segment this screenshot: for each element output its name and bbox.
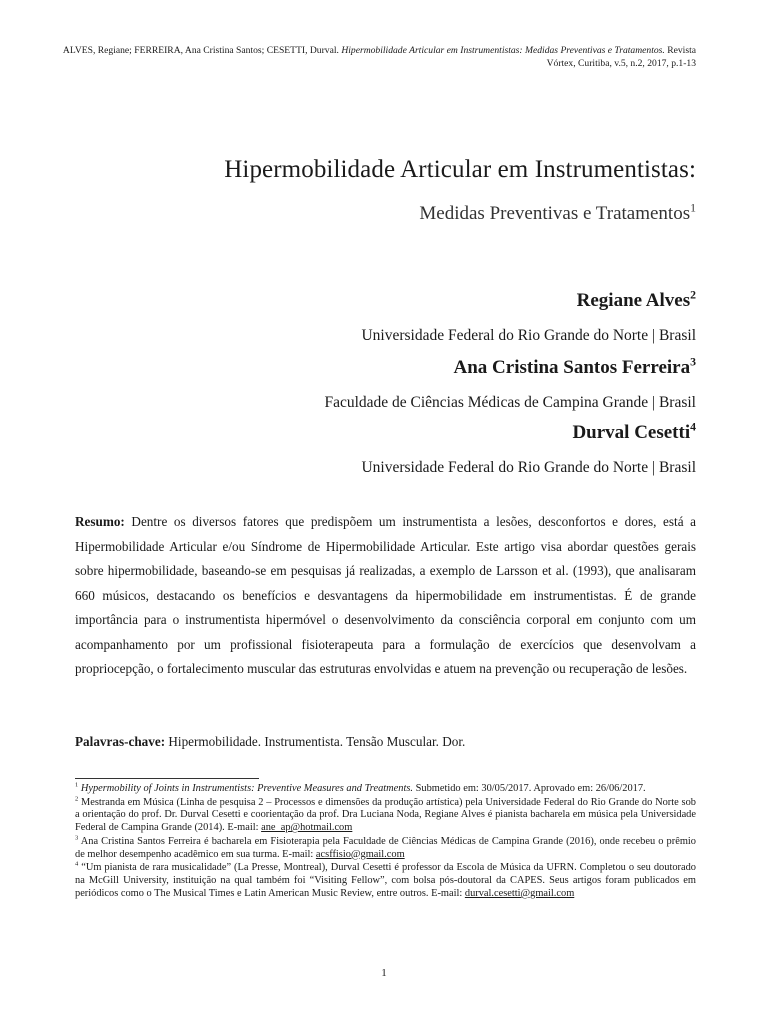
footnote: [75, 862, 696, 900]
footnote-text: Ana Cristina Santos Ferreira é bacharela em Fisioterapia pela Faculdade de Ciências Médicas de Campina Grande (2016), onde recebeu o prêmio de melhor desempenho acadêmico em sua turma. E-mail:: [75, 835, 696, 860]
author-footnote-ref[interactable]: 4: [690, 420, 696, 434]
author-footnote-ref[interactable]: 2: [690, 288, 696, 302]
keywords-label: Palavras-chave:: [75, 734, 166, 749]
paper-title: Hipermobilidade Articular em Instrumentistas:: [224, 156, 696, 183]
author-name: [572, 422, 696, 444]
header-citation-authors: ALVES, Regiane; FERREIRA, Ana Cristina Santos; CESETTI, Durval.: [62, 45, 339, 56]
author-affiliation: Universidade Federal do Rio Grande do Norte | Brasil: [361, 327, 696, 344]
footnote: [75, 783, 696, 796]
footnote-divider: [75, 778, 259, 779]
author-name: [454, 357, 697, 379]
author-name-text: Durval Cesetti: [572, 422, 691, 443]
footnote-text: Mestranda em Música (Linha de pesquisa 2 – Processos e dimensões da produção artística) pela Universidade Federal do Rio Grande do Norte sob a orientação do prof. Dr. Durval Cesetti e coorientação da prof. Dra Luciana Noda, Regiane Alves é pianista bacharela em música pela Universidade Federal de Campina Grande (2014). E-mail:: [75, 796, 696, 834]
footnote-italic: Hypermobility of Joints in Instrumentists: Preventive Measures and Treatments.: [80, 783, 413, 794]
subtitle-text: Medidas Preventivas e Tratamentos: [419, 203, 691, 224]
footnote: [75, 797, 696, 835]
footnote-number: 3: [75, 834, 79, 842]
footnote-text: Submetido em: 30/05/2017. Aprovado em: 26/06/2017.: [413, 783, 646, 794]
footnote-number: 4: [75, 860, 79, 868]
page-number: 1: [381, 967, 387, 979]
email-link[interactable]: acsffisio@gmail.com: [315, 848, 405, 860]
author-footnote-ref[interactable]: 3: [690, 355, 696, 369]
footnote-number: 1: [75, 781, 79, 789]
footnote: [75, 836, 696, 861]
author-affiliation: Faculdade de Ciências Médicas de Campina Grande | Brasil: [324, 394, 696, 411]
subtitle-footnote-ref[interactable]: 1: [690, 201, 696, 215]
footnotes: [75, 783, 696, 901]
footnote-text: “Um pianista de rara musicalidade” (La Presse, Montreal), Durval Cesetti é professor da Escola de Música da UFRN. Completou o seu doutorado na McGill University, instituição na qual também foi “Visiting Fellow”, com bolsa pós-doutoral da CAPES. Seus artigos foram publicados em periódicos como o The Musical Times e Latin American Music Review, entre outros. E-mail:: [75, 862, 696, 899]
abstract-text: Dentre os diversos fatores que predispõem um instrumentista a lesões, desconfortos e dores, está a Hipermobilidade Articular e/ou Síndrome de Hipermobilidade Articular. Este artigo visa abordar questões gerais sobre hipermobilidade, baseando-se em pesquisas já realizadas, a exemplo de Larsson et al. (1993), que analisaram 660 músicos, destacando os benefícios e desvantagens da hipermobilidade em instrumentistas. É de grande importância para o instrumentista hipermóvel o desenvolvimento da consciência corporal em conjunto com um acompanhamento por um profissional fisioterapeuta para a formulação de exercícios que desenvolvam a propriocepção, o fortalecimento muscular das estruturas envolvidas e atuem na prevenção ou recuperação de lesões.: [75, 514, 697, 676]
author-name-text: Ana Cristina Santos Ferreira: [453, 357, 691, 378]
author-name-text: Regiane Alves: [576, 290, 691, 311]
author-affiliation: Universidade Federal do Rio Grande do Norte | Brasil: [361, 459, 696, 476]
footnote-number: 2: [75, 795, 79, 803]
email-link[interactable]: durval.cesetti@gmail.com: [464, 887, 575, 899]
running-header: [56, 44, 696, 70]
abstract: [75, 510, 696, 682]
email-link[interactable]: ane_ap@hotmail.com: [261, 822, 353, 834]
author-name: [577, 290, 696, 312]
keywords: [75, 734, 696, 750]
abstract-label: Resumo:: [75, 514, 125, 529]
keywords-text: Hipermobilidade. Instrumentista. Tensão Muscular. Dor.: [168, 734, 466, 749]
paper-subtitle: [419, 203, 696, 225]
header-citation-title: Hipermobilidade Articular em Instrumentistas: Medidas Preventivas e Tratamentos.: [341, 45, 665, 56]
header-citation-journal: Revista Vórtex, Curitiba, v.5, n.2, 2017, p.1-13: [546, 45, 696, 69]
